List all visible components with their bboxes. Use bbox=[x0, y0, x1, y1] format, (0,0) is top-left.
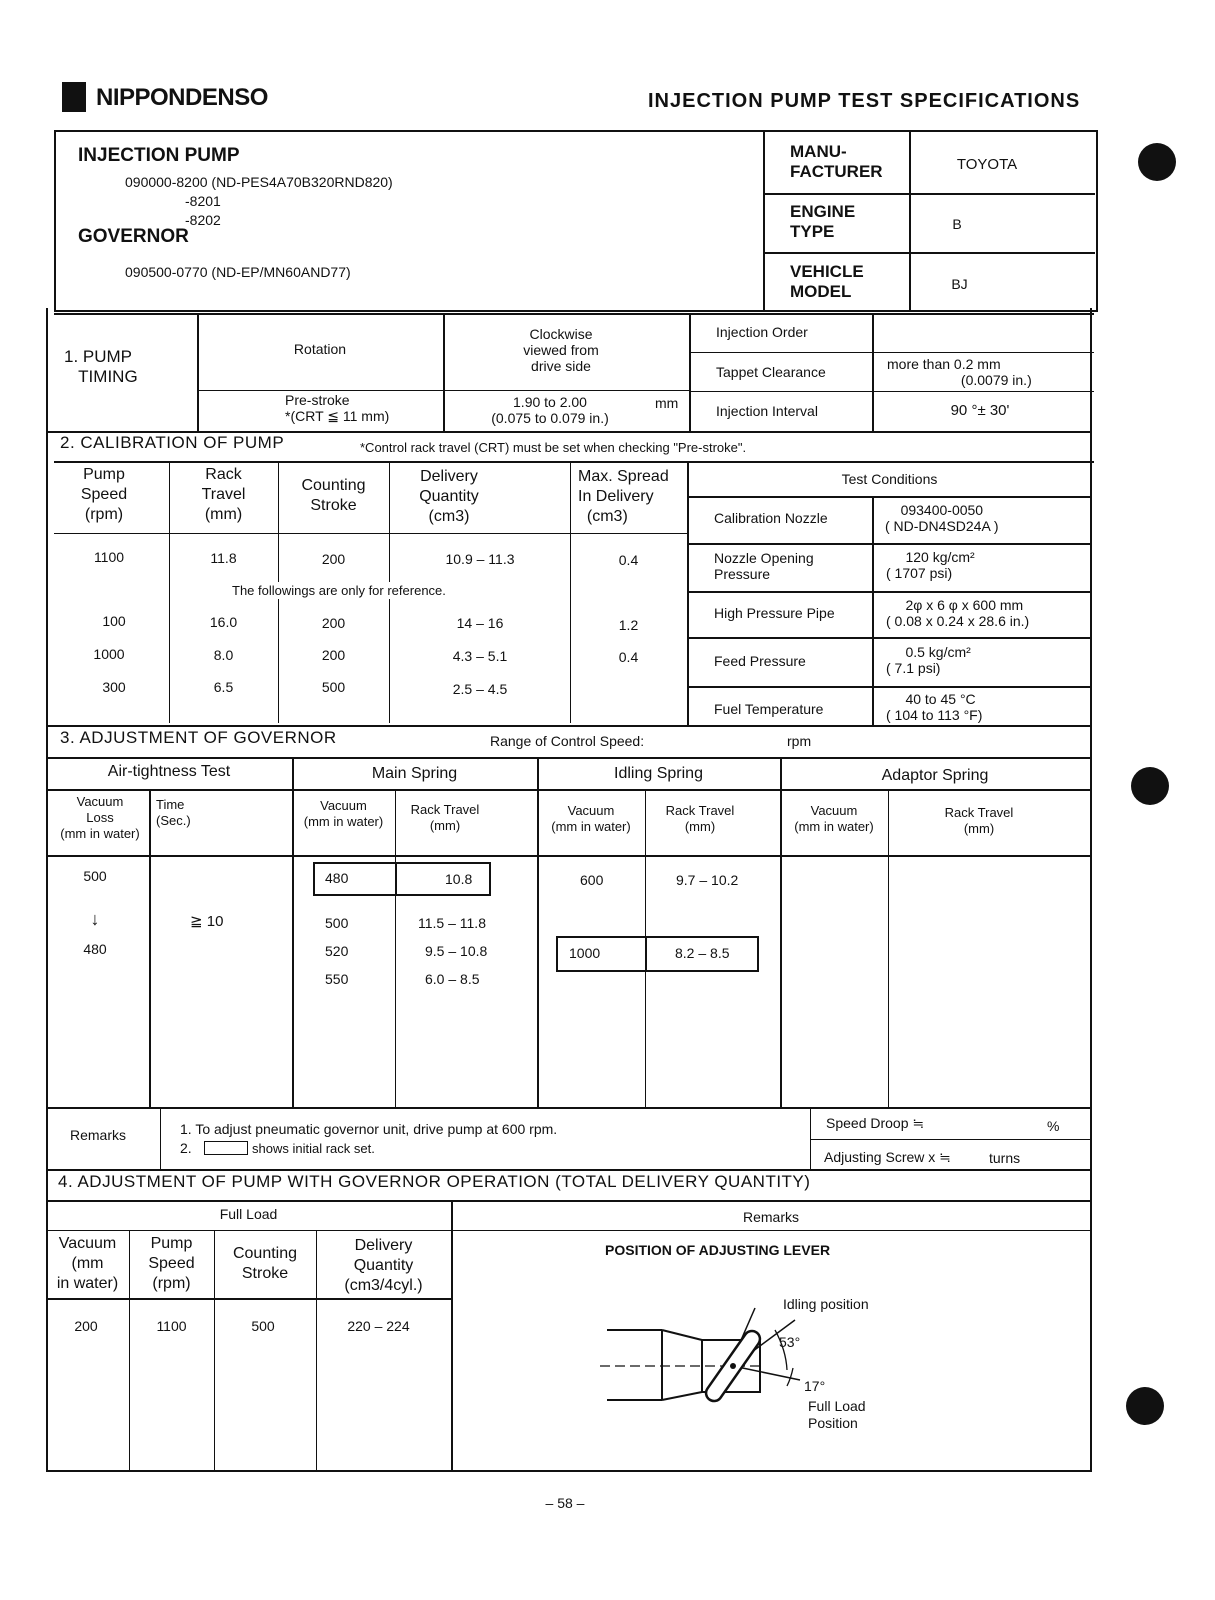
main-vacuum-value: 500 bbox=[325, 915, 349, 931]
adjusting-screw-unit: turns bbox=[989, 1150, 1021, 1166]
cell: 1100 bbox=[156, 1318, 187, 1334]
rack-set-box-legend bbox=[204, 1141, 248, 1155]
cell: 14 – 16 bbox=[456, 615, 504, 631]
binder-hole bbox=[1131, 767, 1169, 805]
main-rack-value: 10.8 bbox=[445, 871, 473, 887]
idling-position-label: Idling position bbox=[783, 1296, 869, 1312]
idling-vacuum-value: 600 bbox=[580, 872, 604, 888]
fuel-temperature-label: Fuel Temperature bbox=[714, 701, 824, 717]
cell: 2.5 – 4.5 bbox=[452, 681, 508, 697]
governor-section-title: 3. ADJUSTMENT OF GOVERNOR bbox=[60, 728, 337, 747]
brand-name: NIPPONDENSO bbox=[96, 84, 268, 111]
cell: 6.5 bbox=[213, 679, 234, 695]
cell: 200 bbox=[321, 551, 346, 567]
cell: 500 bbox=[321, 679, 346, 695]
remarks-label: Remarks bbox=[70, 1127, 127, 1143]
prestroke-label: Pre-stroke *(CRT ≦ 11 mm) bbox=[285, 392, 390, 424]
governor-heading: GOVERNOR bbox=[78, 226, 189, 247]
time-header: Time (Sec.) bbox=[156, 797, 191, 828]
cell: 1100 bbox=[93, 549, 125, 565]
vehicle-model-value: BJ bbox=[951, 276, 968, 292]
calibration-nozzle-label: Calibration Nozzle bbox=[714, 510, 828, 526]
speed-droop-label: Speed Droop ≒ bbox=[826, 1115, 925, 1131]
tappet-clearance-value: more than 0.2 mm (0.0079 in.) bbox=[887, 356, 1032, 388]
fuel-temperature-value: 40 to 45 °C ( 104 to 113 °F) bbox=[886, 691, 983, 723]
col-max-spread: Max. Spread In Delivery (cm3) bbox=[578, 468, 669, 525]
brand-logo-block bbox=[62, 82, 86, 112]
cell: 0.4 bbox=[618, 552, 639, 568]
high-pressure-pipe-label: High Pressure Pipe bbox=[714, 605, 835, 621]
calibration-section-title: 2. CALIBRATION OF PUMP bbox=[60, 433, 285, 452]
feed-pressure-value: 0.5 kg/cm² ( 7.1 psi) bbox=[886, 644, 971, 676]
cell: 200 bbox=[321, 615, 346, 631]
test-conditions-title: Test Conditions bbox=[841, 471, 938, 487]
range-control-speed-label: Range of Control Speed: bbox=[490, 733, 645, 749]
nozzle-opening-label: Nozzle Opening Pressure bbox=[714, 550, 814, 582]
manufacturer-label: MANU- FACTURER bbox=[790, 142, 883, 181]
pump-variant: -8202 bbox=[185, 212, 221, 228]
calibration-nozzle-value: 093400-0050 ( ND-DN4SD24A ) bbox=[885, 502, 999, 534]
col-counting-stroke: Counting Stroke bbox=[301, 477, 366, 514]
vehicle-model-label: VEHICLE MODEL bbox=[790, 262, 864, 301]
col-delivery-quantity: Delivery Quantity (cm3) bbox=[419, 468, 479, 525]
tappet-clearance-label: Tappet Clearance bbox=[716, 364, 826, 380]
cell: 100 bbox=[102, 613, 126, 629]
governor-number: 090500-0770 (ND-EP/MN60AND77) bbox=[125, 264, 351, 280]
manufacturer-value: TOYOTA bbox=[956, 156, 1018, 173]
air-vacuum-value: 480 bbox=[83, 941, 107, 957]
cell: 300 bbox=[102, 679, 126, 695]
main-rack-header: Rack Travel (mm) bbox=[410, 802, 480, 833]
operation-section-title: 4. ADJUSTMENT OF PUMP WITH GOVERNOR OPERATION (TOTAL DELIVERY QUANTITY) bbox=[58, 1172, 811, 1191]
cell: 0.4 bbox=[618, 649, 639, 665]
remark-2-number: 2. bbox=[180, 1140, 192, 1156]
cell: 200 bbox=[74, 1318, 98, 1334]
col-pump-speed: Pump Speed (rpm) bbox=[148, 1235, 195, 1292]
adaptor-rack-header: Rack Travel (mm) bbox=[944, 805, 1014, 836]
adaptor-spring-title: Adaptor Spring bbox=[881, 767, 989, 784]
main-vacuum-value: 480 bbox=[325, 870, 349, 886]
speed-droop-unit: % bbox=[1047, 1118, 1060, 1134]
col-counting-stroke: Counting Stroke bbox=[232, 1245, 298, 1282]
engine-type-label: ENGINE TYPE bbox=[790, 202, 856, 241]
cell: 4.3 – 5.1 bbox=[452, 648, 508, 664]
feed-pressure-label: Feed Pressure bbox=[714, 653, 806, 669]
main-rack-value: 11.5 – 11.8 bbox=[418, 915, 486, 931]
down-arrow-icon: ↓ bbox=[90, 909, 100, 929]
range-control-speed-unit: rpm bbox=[787, 733, 812, 749]
remarks-header: Remarks bbox=[742, 1209, 799, 1225]
pump-number: 090000-8200 (ND-PES4A70B320RND820) bbox=[125, 174, 393, 190]
main-spring-title: Main Spring bbox=[371, 765, 458, 782]
cell: 1000 bbox=[93, 646, 125, 662]
full-load-header: Full Load bbox=[219, 1206, 278, 1222]
vacuum-loss-header: Vacuum Loss (mm in water) bbox=[60, 794, 140, 841]
air-tightness-title: Air-tightness Test bbox=[107, 763, 231, 780]
pump-timing-heading: 1. PUMP TIMING bbox=[64, 347, 138, 386]
remark-1: 1. To adjust pneumatic governor unit, drive pump at 600 rpm. bbox=[180, 1121, 558, 1137]
idling-vacuum-header: Vacuum (mm in water) bbox=[551, 803, 631, 834]
cell: 1.2 bbox=[618, 617, 639, 633]
main-vacuum-header: Vacuum (mm in water) bbox=[303, 798, 384, 829]
adjusting-lever-diagram bbox=[590, 1300, 820, 1430]
cell: 11.8 bbox=[210, 550, 237, 566]
high-pressure-pipe-value: 2φ x 6 φ x 600 mm ( 0.08 x 0.24 x 28.6 in.) bbox=[886, 597, 1030, 629]
col-pump-speed: Pump Speed (rpm) bbox=[80, 466, 128, 523]
cell: 200 bbox=[321, 647, 346, 663]
reference-note: The followings are only for reference. bbox=[232, 583, 446, 598]
injection-interval-value: 90 °± 30' bbox=[950, 402, 1010, 419]
remark-2-text: shows initial rack set. bbox=[252, 1141, 375, 1156]
injection-pump-heading: INJECTION PUMP bbox=[78, 145, 240, 166]
angle-17: 17° bbox=[804, 1378, 826, 1394]
col-delivery-quantity: Delivery Quantity (cm3/4cyl.) bbox=[344, 1237, 423, 1294]
rotation-value: Clockwise viewed from drive side bbox=[523, 326, 599, 374]
idling-rack-value: 8.2 – 8.5 bbox=[675, 945, 730, 961]
injection-order-label: Injection Order bbox=[716, 324, 808, 340]
page-number: – 58 – bbox=[545, 1495, 585, 1511]
adaptor-vacuum-header: Vacuum (mm in water) bbox=[794, 803, 874, 834]
prestroke-unit: mm bbox=[655, 395, 679, 411]
full-load-position-label: Full Load Position bbox=[808, 1398, 866, 1431]
cell: 16.0 bbox=[209, 614, 238, 630]
binder-hole bbox=[1138, 143, 1176, 181]
air-vacuum-value: 500 bbox=[83, 868, 107, 884]
main-rack-value: 6.0 – 8.5 bbox=[425, 971, 480, 987]
cell: 8.0 bbox=[213, 647, 234, 663]
idling-rack-value: 9.7 – 10.2 bbox=[676, 872, 739, 888]
idling-vacuum-value: 1000 bbox=[569, 945, 601, 961]
crt-note: *Control rack travel (CRT) must be set when checking "Pre-stroke". bbox=[360, 440, 747, 455]
idling-spring-title: Idling Spring bbox=[614, 765, 703, 782]
air-time-value: ≧ 10 bbox=[190, 913, 224, 930]
binder-hole bbox=[1126, 1387, 1164, 1425]
idling-rack-header: Rack Travel (mm) bbox=[665, 803, 735, 834]
frame-left bbox=[46, 308, 48, 1470]
cell: 500 bbox=[251, 1318, 275, 1334]
col-rack-travel: Rack Travel (mm) bbox=[201, 466, 246, 523]
col-vacuum: Vacuum (mm in water) bbox=[56, 1235, 119, 1292]
injection-interval-label: Injection Interval bbox=[716, 403, 818, 419]
pump-variant: -8201 bbox=[185, 193, 221, 209]
main-vacuum-value: 550 bbox=[325, 971, 349, 987]
main-vacuum-value: 520 bbox=[325, 943, 349, 959]
nozzle-opening-value: 120 kg/cm² ( 1707 psi) bbox=[886, 549, 975, 581]
adjusting-screw-label: Adjusting Screw x ≒ bbox=[824, 1149, 951, 1165]
prestroke-value: 1.90 to 2.00 (0.075 to 0.079 in.) bbox=[491, 394, 609, 426]
angle-53: 53° bbox=[779, 1334, 801, 1350]
cell: 10.9 – 11.3 bbox=[445, 551, 515, 567]
rotation-label: Rotation bbox=[293, 341, 347, 357]
lever-title: POSITION OF ADJUSTING LEVER bbox=[605, 1242, 831, 1258]
main-rack-value: 9.5 – 10.8 bbox=[425, 943, 488, 959]
document-title: INJECTION PUMP TEST SPECIFICATIONS bbox=[648, 90, 1081, 112]
engine-type-value: B bbox=[952, 216, 962, 232]
cell: 220 – 224 bbox=[347, 1318, 410, 1334]
